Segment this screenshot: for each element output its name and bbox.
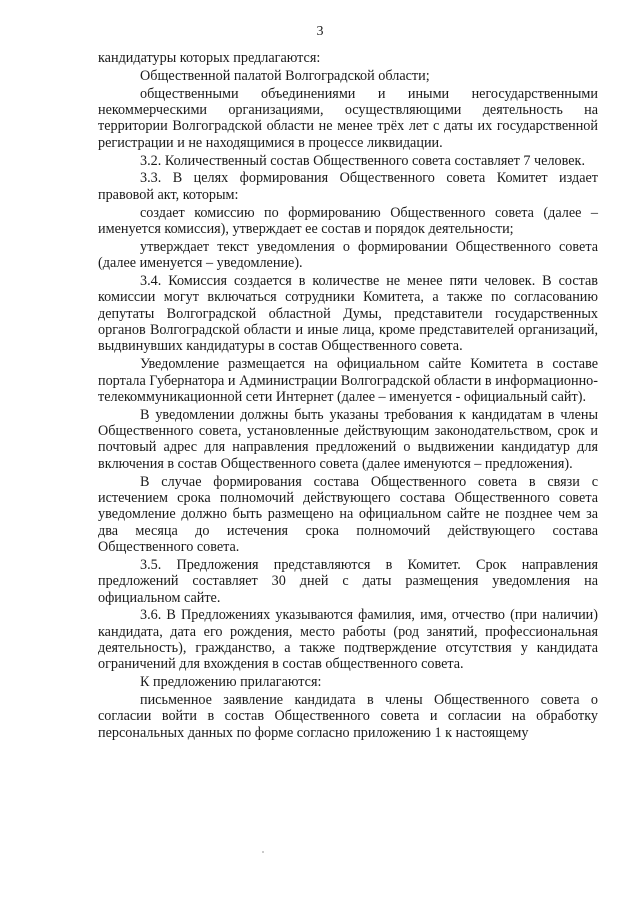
paragraph: создает комиссию по формированию Общественного совета (далее – именуется комиссия), утверждает ее состав и порядок деятельности;	[98, 204, 598, 237]
paragraph: Уведомление размещается на официальном сайте Комитета в составе портала Губернатора и Администрации Волгоградской области в информационно-телекоммуникационной сети Интернет (далее – именуется - официальный сайт).	[98, 356, 598, 405]
paragraph: 3.6. В Предложениях указываются фамилия, имя, отчество (при наличии) кандидата, дата его рождения, место работы (род занятий, профессиональная деятельность), гражданство, а также подтверждение отсутствия у кандидата ограничений для вхождения в состав общественного совета.	[98, 607, 598, 673]
scan-speck	[262, 851, 264, 853]
paragraph: Общественной палатой Волгоградской области;	[140, 67, 430, 84]
paragraph: 3.3. В целях формирования Общественного совета Комитет издает правовой акт, которым:	[98, 170, 598, 203]
page-number: 3	[316, 24, 324, 39]
paragraph: 3.5. Предложения представляются в Комитет. Срок направления предложений составляет 30 дней с даты размещения уведомления на официальном сайте.	[98, 556, 598, 606]
paragraph: 3.2. Количественный состав Общественного совета составляет 7 человек.	[140, 152, 586, 169]
paragraph: В уведомлении должны быть указаны требования к кандидатам в члены Общественного совета, установленные действующим законодательством, срок и почтовый адрес для направления предложений о выдвижении кандидатур для включения в состав Общественного совета (далее именуются – предложения).	[98, 406, 598, 472]
paragraph: кандидатуры которых предлагаются:	[98, 50, 321, 66]
paragraph: общественными объединениями и иными негосударственными некоммерческими организациями, осуществляющими деятельность на территории Волгоградской области не менее трёх лет с даты их государственной регистрации и не находящимися в процессе ликвидации.	[98, 85, 598, 151]
paragraph: 3.4. Комиссия создается в количестве не менее пяти человек. В состав комиссии могут включаться сотрудники Комитета, а также по согласованию депутаты Волгоградской областной Думы, представители государственных органов Волгоградской области и иные лица, кроме представителей организаций, выдвинувших кандидатуры в состав Общественного совета.	[98, 272, 598, 355]
paragraph: К предложению прилагаются:	[140, 674, 322, 691]
document-body	[98, 50, 598, 743]
paragraph: письменное заявление кандидата в члены Общественного совета о согласии войти в состав Общественного совета и согласии на обработку персональных данных по форме согласно приложению 1 к настоящему	[98, 692, 598, 741]
paragraph: В случае формирования состава Общественного совета в связи с истечением срока полномочий действующего состава Общественного совета уведомление должно быть размещено на официальном сайте не позднее чем за два месяца до истечения срока полномочий действующего состава Общественного совета.	[98, 473, 598, 555]
paragraph: утверждает текст уведомления о формировании Общественного совета (далее именуется – уведомление).	[98, 238, 598, 272]
